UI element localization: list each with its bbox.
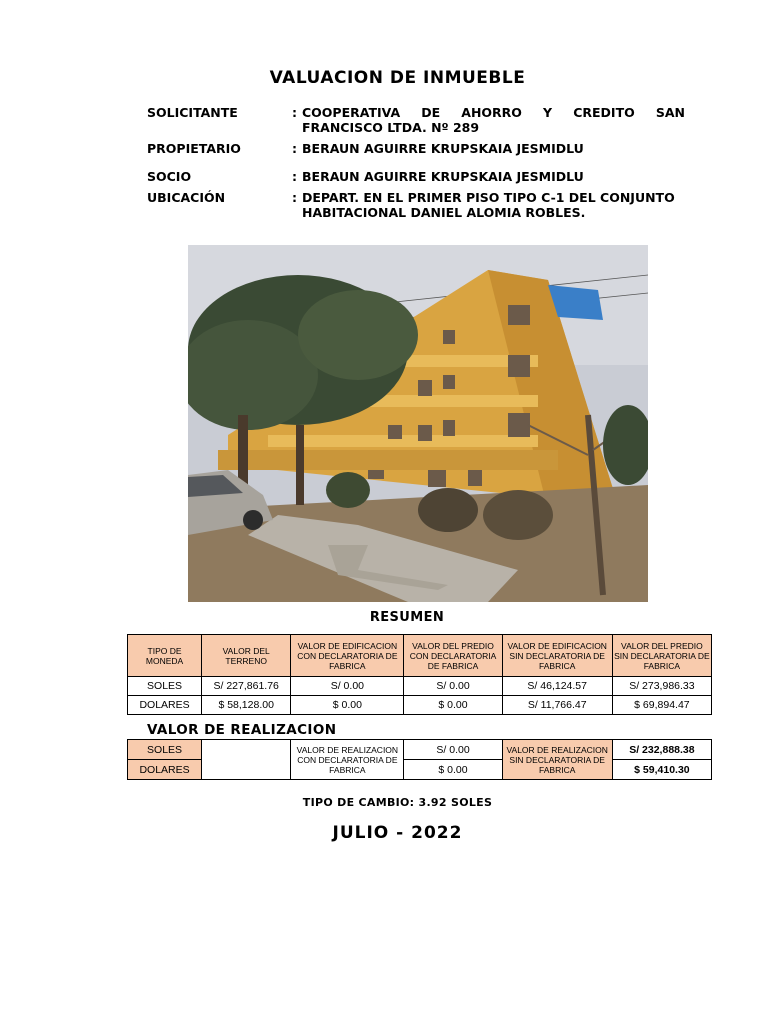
field-label: UBICACIÓN — [147, 190, 226, 205]
currency-cell: SOLES — [128, 740, 202, 760]
realizacion-title: VALOR DE REALIZACION — [147, 722, 337, 738]
property-photo — [188, 245, 648, 602]
table-cell: DOLARES — [128, 696, 202, 715]
column-header: VALOR DEL PREDIO CON DECLARATORIA DE FABRICA — [404, 635, 502, 677]
field-colon: : — [292, 190, 297, 205]
document-date: JULIO - 2022 — [332, 823, 463, 843]
table-row — [128, 740, 712, 760]
field-colon: : — [292, 105, 297, 120]
tipo-de-cambio: TIPO DE CAMBIO: 3.92 SOLES — [302, 796, 493, 809]
table-cell: S/ 273,986.33 — [612, 677, 711, 696]
field-label: SOCIO — [147, 169, 192, 184]
sin-label-cell: VALOR DE REALIZACION SIN DECLARATORIA DE FABRICA — [502, 740, 612, 780]
column-header: VALOR DE EDIFICACION SIN DECLARATORIA DE FABRICA — [502, 635, 612, 677]
table-cell: $ 0.00 — [404, 696, 502, 715]
resumen-table — [127, 634, 712, 715]
field-label: SOLICITANTE — [147, 105, 238, 120]
field-label: PROPIETARIO — [147, 141, 241, 156]
table-cell: S/ 46,124.57 — [502, 677, 612, 696]
column-header: VALOR DEL TERRENO — [202, 635, 291, 677]
realizacion-table — [127, 739, 712, 780]
table-cell: SOLES — [128, 677, 202, 696]
table-row — [128, 696, 712, 715]
table-row — [128, 677, 712, 696]
table-cell: S/ 232,888.38 — [612, 740, 711, 760]
empty-cell — [202, 740, 291, 780]
table-cell: $ 69,894.47 — [612, 696, 711, 715]
field-value: BERAUN AGUIRRE KRUPSKAIA JESMIDLU — [302, 141, 584, 156]
table-cell: $ 0.00 — [291, 696, 404, 715]
resumen-title: RESUMEN — [369, 610, 445, 625]
table-cell: $ 58,128.00 — [202, 696, 291, 715]
table-cell: S/ 11,766.47 — [502, 696, 612, 715]
con-label-cell: VALOR DE REALIZACION CON DECLARATORIA DE FABRICA — [291, 740, 404, 780]
table-cell: S/ 227,861.76 — [202, 677, 291, 696]
table-cell: S/ 0.00 — [404, 740, 502, 760]
document-title: VALUACION DE INMUEBLE — [269, 68, 526, 88]
column-header: VALOR DEL PREDIO SIN DECLARATORIA DE FABRICA — [612, 635, 711, 677]
field-value: DEPART. EN EL PRIMER PISO TIPO C-1 DEL CONJUNTO HABITACIONAL DANIEL ALOMIA ROBLES. — [302, 190, 675, 220]
currency-cell: DOLARES — [128, 760, 202, 780]
field-colon: : — [292, 141, 297, 156]
column-header: VALOR DE EDIFICACION CON DECLARATORIA DE FABRICA — [291, 635, 404, 677]
table-cell: $ 0.00 — [404, 760, 502, 780]
table-header-row — [128, 635, 712, 677]
table-cell: S/ 0.00 — [404, 677, 502, 696]
building-illustration — [188, 245, 648, 602]
table-cell: $ 59,410.30 — [612, 760, 711, 780]
table-cell: S/ 0.00 — [291, 677, 404, 696]
column-header: TIPO DE MONEDA — [128, 635, 202, 677]
field-colon: : — [292, 169, 297, 184]
field-value: BERAUN AGUIRRE KRUPSKAIA JESMIDLU — [302, 169, 584, 184]
field-value: COOPERATIVA DE AHORRO Y CREDITO SAN FRANCISCO LTDA. Nº 289 — [302, 105, 685, 135]
